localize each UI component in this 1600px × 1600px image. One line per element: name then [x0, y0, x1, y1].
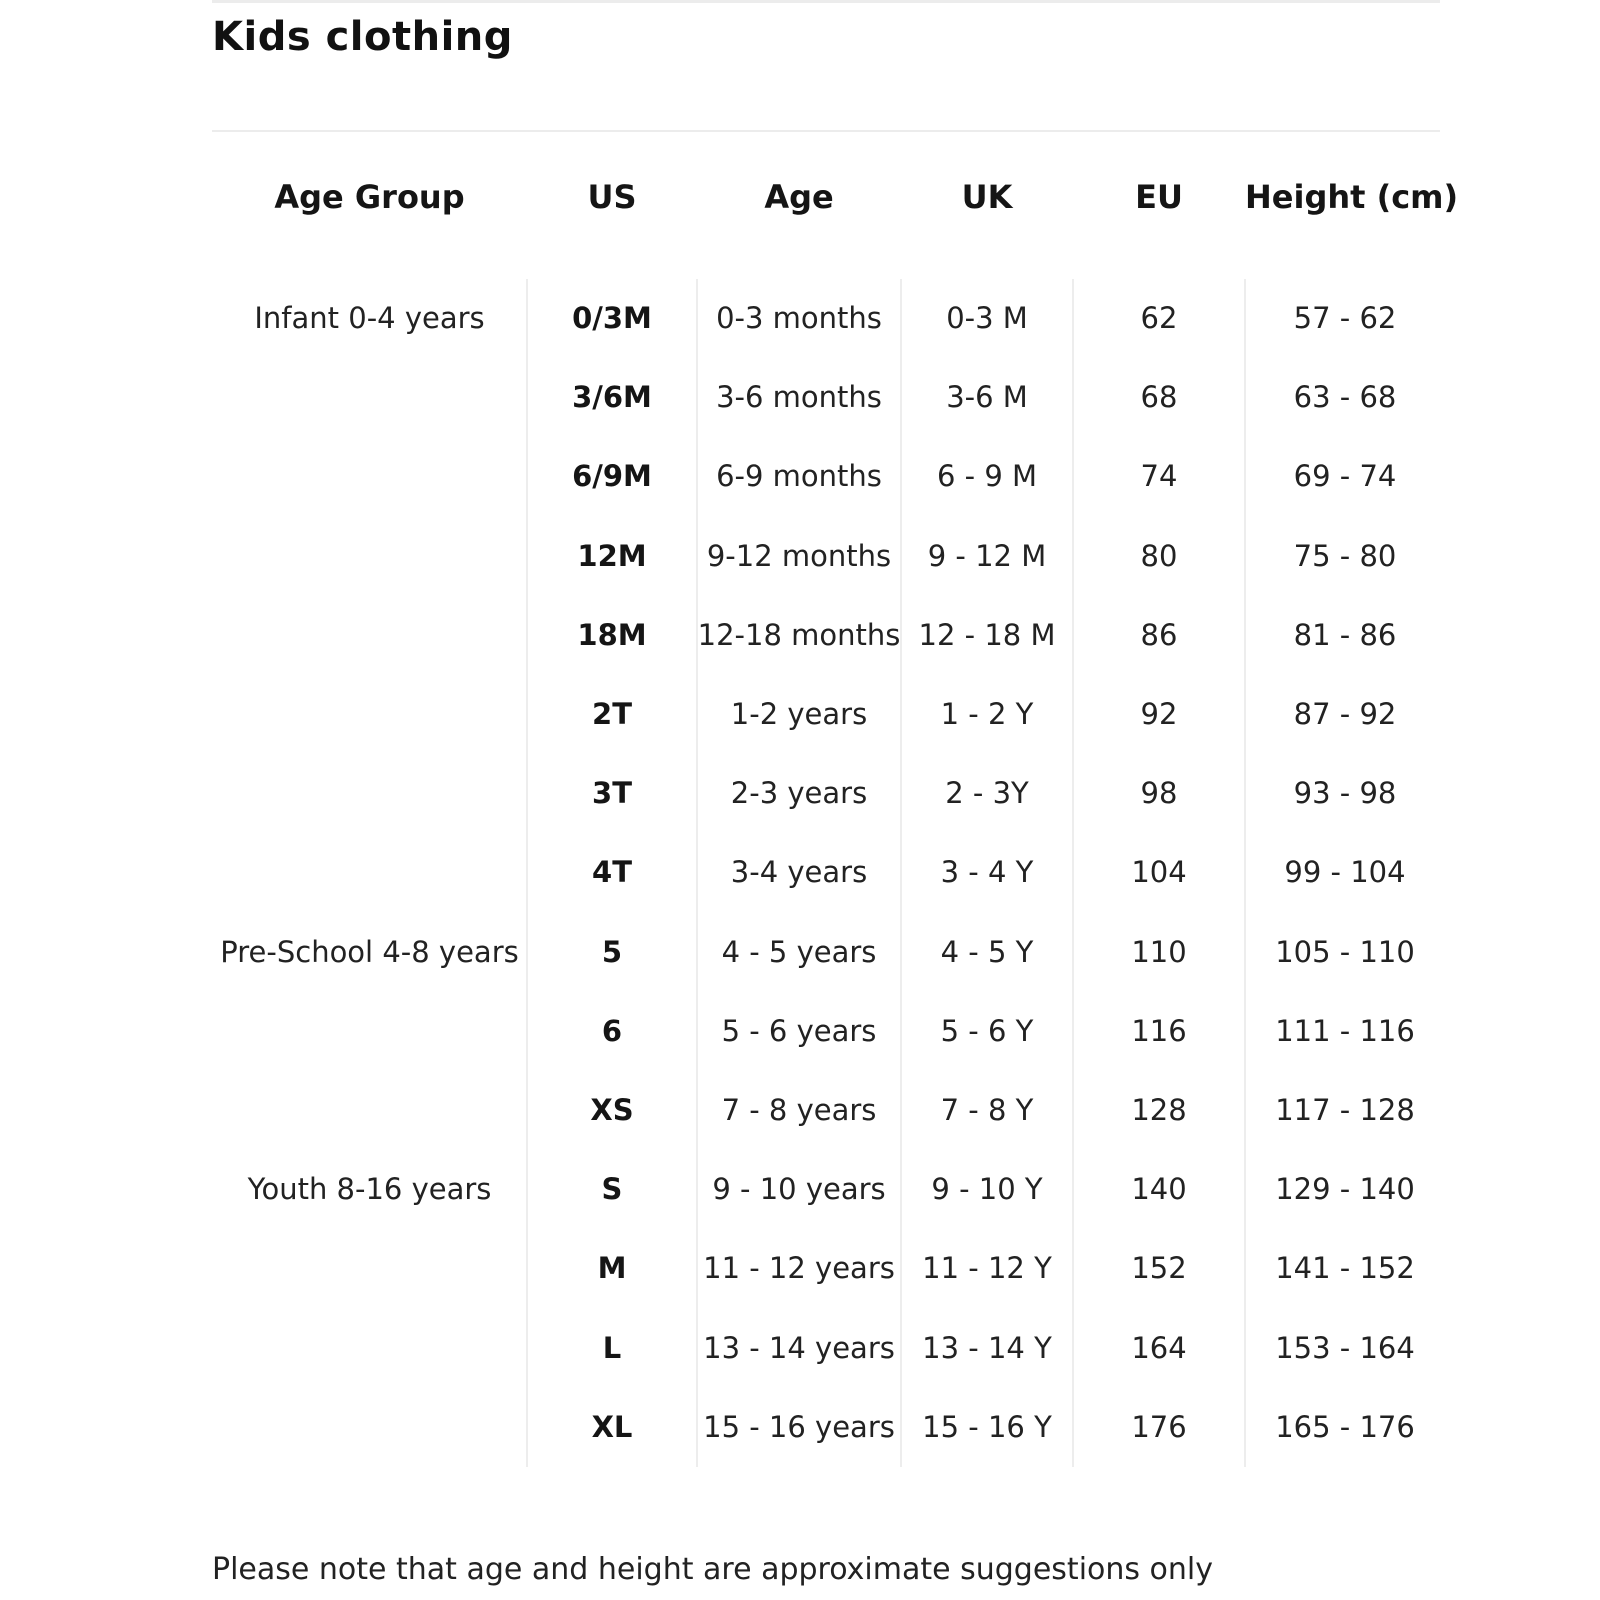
cell-eu: 80 [1140, 538, 1178, 573]
cell-uk: 15 - 16 Y [922, 1409, 1052, 1444]
cell-eu: 128 [1131, 1093, 1187, 1127]
cell-height: 99 - 104 [1284, 855, 1406, 890]
cell-us: L [602, 1330, 622, 1365]
cell-us: 3T [592, 776, 632, 811]
cell-uk: 0-3 M [946, 301, 1028, 335]
cell-height: 105 - 110 [1275, 934, 1415, 969]
header-age: Age [764, 178, 834, 216]
cell-uk: 1 - 2 Y [940, 697, 1034, 731]
cell-height: 117 - 128 [1275, 1093, 1415, 1127]
cell-eu: 74 [1140, 459, 1178, 494]
cell-age: 9 - 10 years [712, 1172, 886, 1207]
cell-eu: 110 [1131, 934, 1187, 969]
cell-uk: 9 - 10 Y [931, 1172, 1043, 1207]
cell-age: 15 - 16 years [703, 1409, 895, 1444]
cell-us: 5 [601, 934, 623, 969]
cell-uk: 7 - 8 Y [940, 1093, 1034, 1127]
header-uk: UK [961, 178, 1013, 216]
cell-uk: 9 - 12 M [927, 538, 1047, 573]
cell-height: 87 - 92 [1293, 697, 1397, 731]
cell-us: 6/9M [572, 459, 652, 494]
header-eu: EU [1135, 178, 1183, 216]
cell-eu: 116 [1131, 1013, 1187, 1048]
cell-us: XL [591, 1409, 633, 1444]
cell-height: 93 - 98 [1293, 776, 1397, 811]
cell-eu: 68 [1140, 380, 1178, 415]
cell-eu: 176 [1131, 1409, 1187, 1444]
footnote: Please note that age and height are approximate suggestions only [212, 1552, 1214, 1587]
cell-height: 111 - 116 [1275, 1013, 1415, 1048]
cell-eu: 164 [1131, 1330, 1187, 1365]
cell-age: 3-6 months [716, 380, 882, 415]
cell-age: 0-3 months [716, 301, 882, 335]
cell-uk: 3-6 M [946, 380, 1028, 415]
cell-us: 4T [592, 855, 632, 890]
cell-age: 13 - 14 years [703, 1330, 895, 1365]
cell-uk: 12 - 18 M [918, 617, 1056, 652]
cell-eu: 92 [1140, 697, 1178, 731]
cell-us: 3/6M [572, 380, 652, 415]
cell-eu: 152 [1131, 1251, 1187, 1286]
cell-us: 0/3M [572, 301, 652, 335]
cell-age: 9-12 months [706, 538, 892, 573]
title-divider [212, 130, 1440, 132]
header-us: US [587, 178, 637, 216]
cell-age-group: Pre-School 4-8 years [220, 934, 519, 969]
cell-age: 12-18 months [697, 617, 901, 652]
cell-us: 18M [577, 617, 647, 652]
cell-us: 12M [577, 538, 647, 573]
cell-height: 129 - 140 [1275, 1172, 1415, 1207]
cell-eu: 104 [1131, 855, 1187, 890]
cell-age: 1-2 years [730, 697, 868, 731]
cell-us: M [597, 1251, 627, 1286]
cell-uk: 5 - 6 Y [940, 1013, 1034, 1048]
cell-us: XS [590, 1093, 634, 1127]
cell-age: 6-9 months [716, 459, 882, 494]
cell-age: 5 - 6 years [721, 1013, 877, 1048]
cell-age: 3-4 years [730, 855, 868, 890]
cell-height: 153 - 164 [1275, 1330, 1415, 1365]
cell-uk: 2 - 3Y [945, 776, 1029, 811]
cell-height: 81 - 86 [1293, 617, 1397, 652]
cell-us: S [601, 1172, 623, 1207]
cell-uk: 4 - 5 Y [940, 934, 1034, 969]
cell-height: 165 - 176 [1275, 1409, 1415, 1444]
cell-uk: 11 - 12 Y [922, 1251, 1052, 1286]
top-divider [212, 0, 1440, 3]
cell-age-group: Youth 8-16 years [247, 1172, 492, 1207]
cell-us: 6 [601, 1013, 623, 1048]
cell-eu: 98 [1140, 776, 1178, 811]
cell-age-group: Infant 0-4 years [254, 301, 485, 335]
cell-uk: 6 - 9 M [936, 459, 1038, 494]
cell-eu: 62 [1140, 301, 1178, 335]
cell-age: 11 - 12 years [703, 1251, 895, 1286]
cell-height: 141 - 152 [1275, 1251, 1415, 1286]
cell-height: 69 - 74 [1293, 459, 1397, 494]
cell-eu: 140 [1131, 1172, 1187, 1207]
cell-age: 4 - 5 years [721, 934, 877, 969]
cell-us: 2T [592, 697, 632, 731]
header-age-group: Age Group [274, 178, 465, 216]
cell-uk: 13 - 14 Y [922, 1330, 1052, 1365]
cell-height: 75 - 80 [1293, 538, 1397, 573]
cell-height: 63 - 68 [1293, 380, 1397, 415]
cell-eu: 86 [1140, 617, 1178, 652]
cell-uk: 3 - 4 Y [940, 855, 1034, 890]
page-title: Kids clothing [212, 14, 513, 60]
cell-age: 7 - 8 years [721, 1093, 877, 1127]
cell-height: 57 - 62 [1293, 301, 1397, 335]
header-height: Height (cm) [1245, 178, 1459, 216]
cell-age: 2-3 years [730, 776, 868, 811]
